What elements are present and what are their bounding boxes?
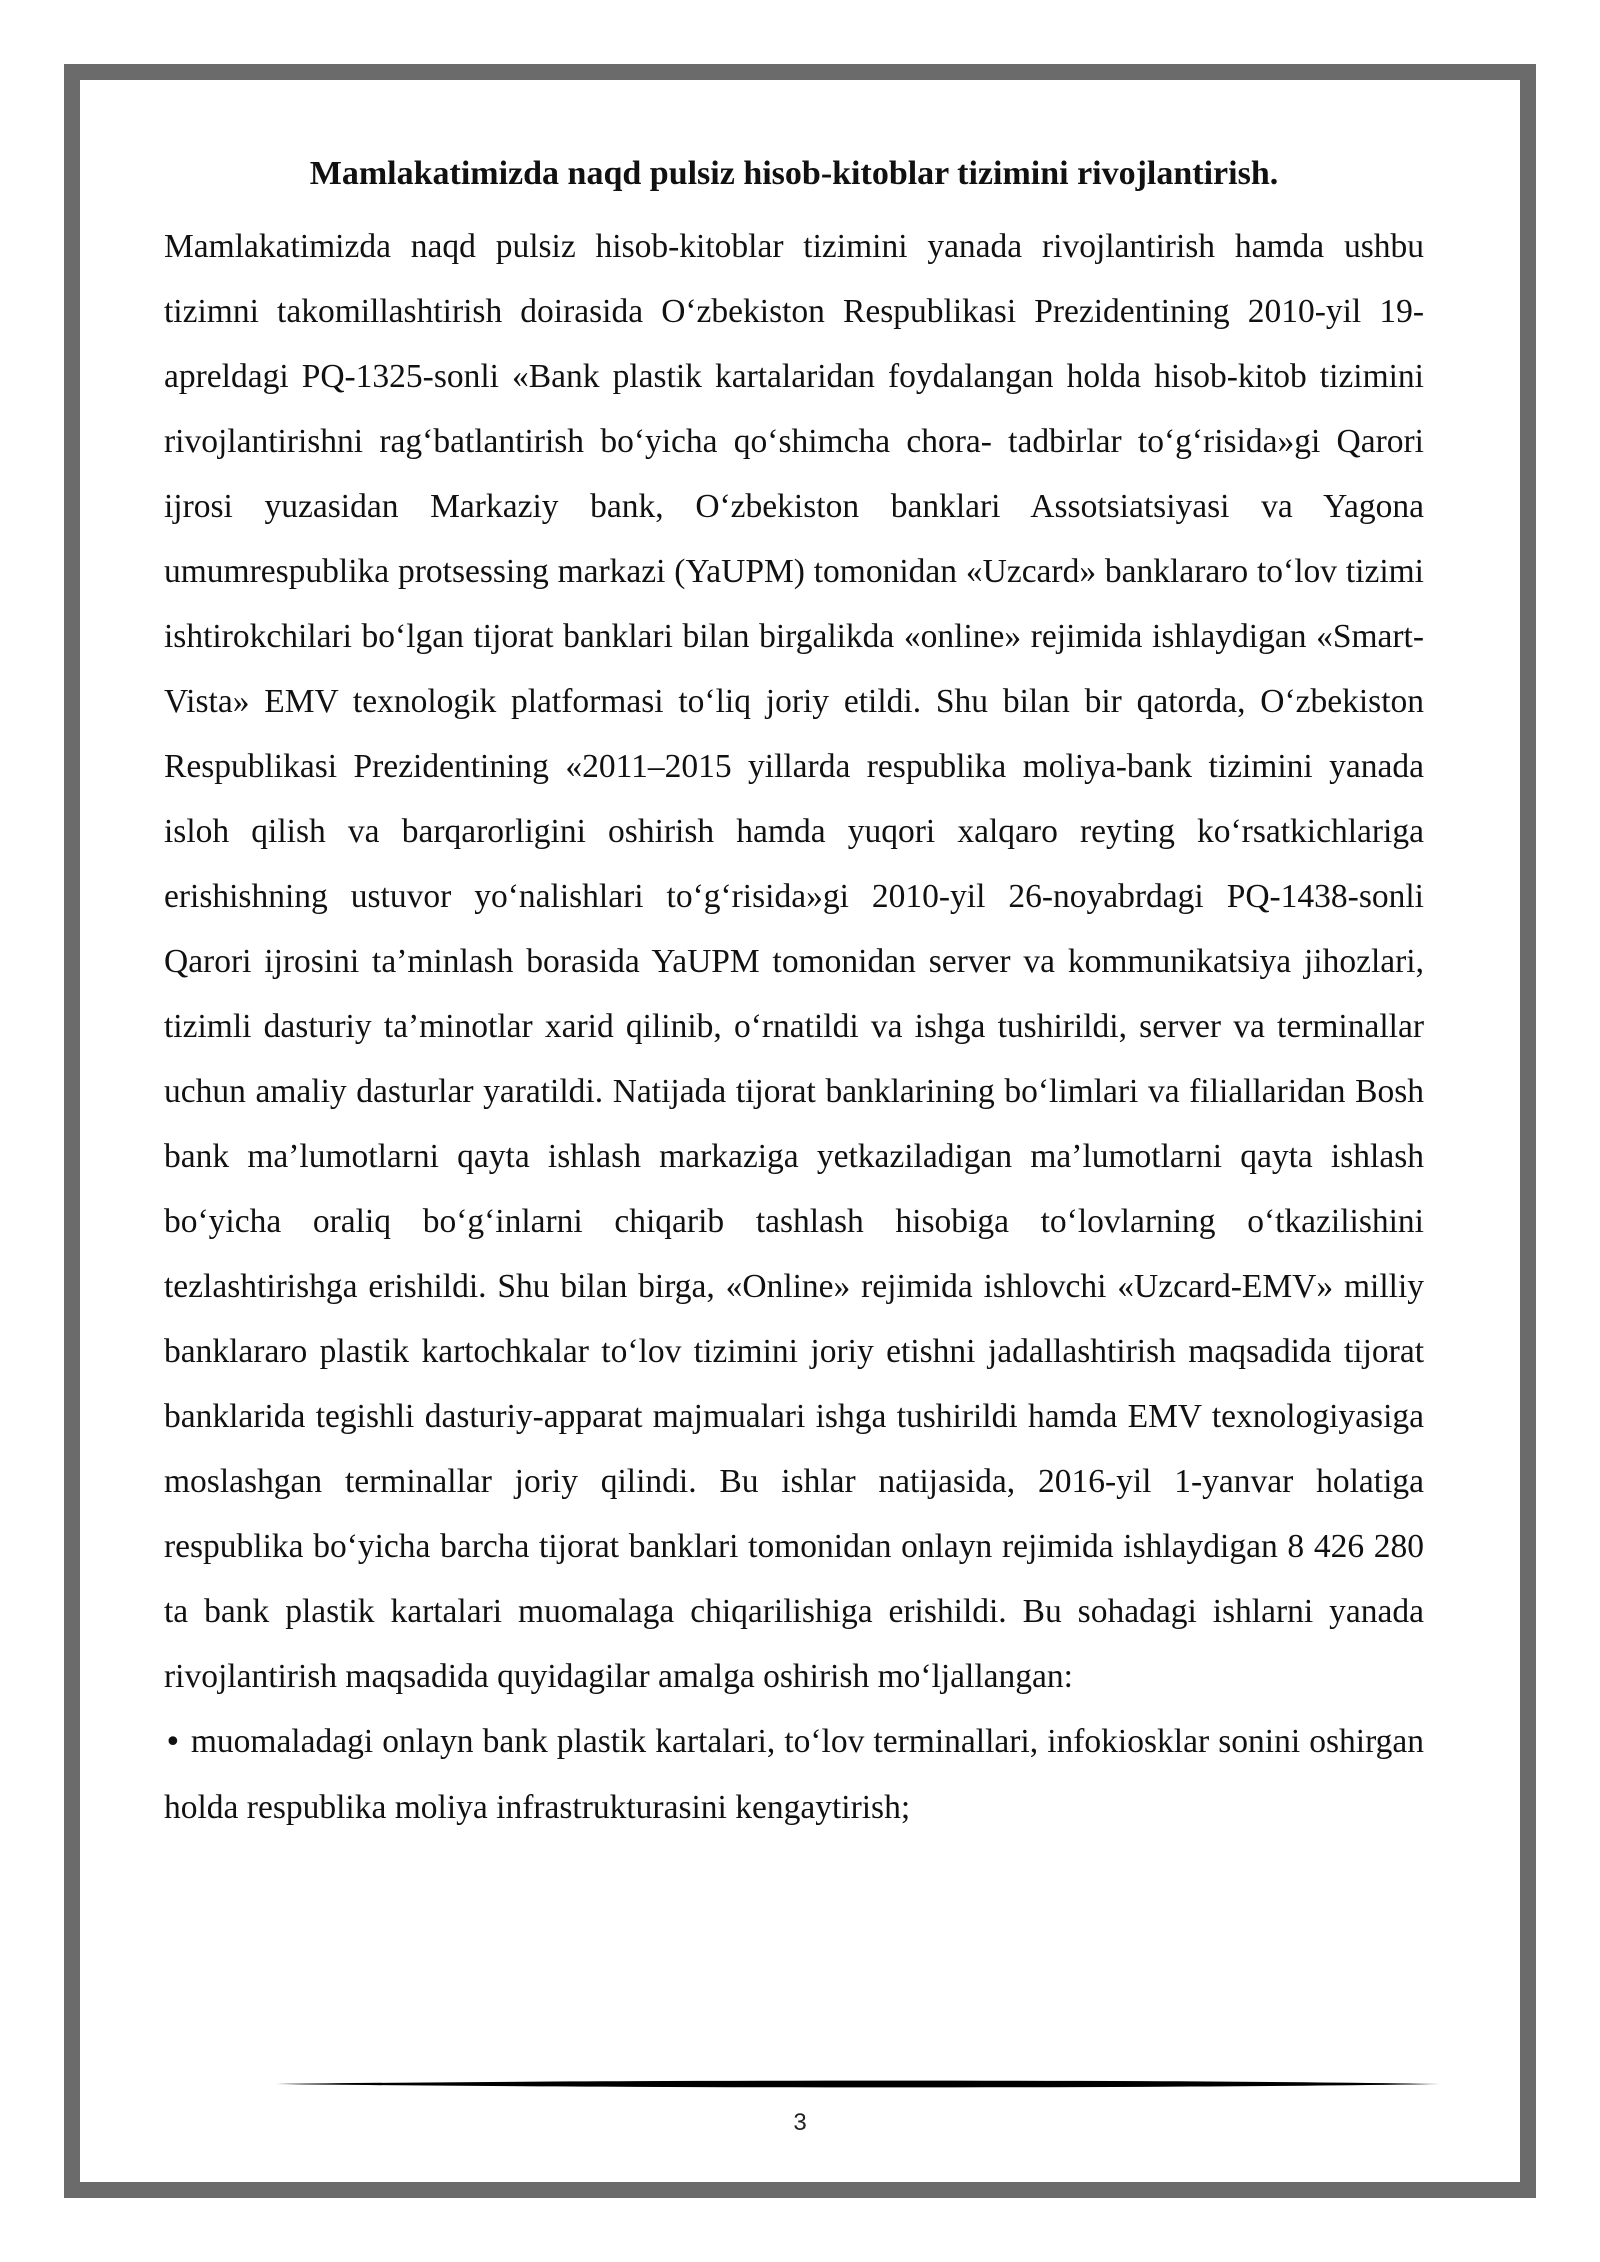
body-paragraph: Mamlakatimizda naqd pulsiz hisob-kitoblar tizimini yanada rivojlantirish hamda ushbu tizimni takomillashtirish doirasida O‘zbekiston Respublikasi Prezidentining 2010-yil 19- apreldagi PQ-1325-sonli «Bank plastik kartalaridan foydalangan holda hisob-kitob tizimini rivojlantirishni rag‘batlantirish bo‘yicha qo‘shimcha chora- tadbirlar to‘g‘risida»gi Qarori ijrosi yuzasidan Markaziy bank, O‘zbekiston banklari Assotsiatsiyasi va Yagona umumrespublika protsessing markazi (YaUPM) tomonidan «Uzcard» banklararo to‘lov tizimi ishtirokchilari bo‘lgan tijorat banklari bilan birgalikda «online» rejimida ishlaydigan «Smart-Vista» EMV texnologik platformasi to‘liq joriy etildi. Shu bilan bir qatorda, O‘zbekiston Respublikasi Prezidentining «2011–2015 yillarda respublika moliya-bank tizimini yanada isloh qilish va barqarorligini oshirish hamda yuqori xalqaro reyting ko‘rsatkichlariga erishishning ustuvor yo‘nalishlari to‘g‘risida»gi 2010-yil 26-noyabrdagi PQ-1438-sonli Qarori ijrosini ta’minlash borasida YaUPM tomonidan server va kommunikatsiya jihozlari, tizimli dasturiy ta’minotlar xarid qilinib, o‘rnatildi va ishga tushirildi, server va terminallar uchun amaliy dasturlar yaratildi. Natijada tijorat banklarining bo‘limlari va filiallaridan Bosh bank ma’lumotlarni qayta ishlash markaziga yetkaziladigan ma’lumotlarni qayta ishlash bo‘yicha oraliq bo‘g‘inlarni chiqarib tashlash hisobiga to‘lovlarning o‘tkazilishini tezlashtirishga erishildi. Shu bilan birga, «Online» rejimida ishlovchi «Uzcard-EMV» milliy banklararo plastik kartochkalar to‘lov tizimini joriy etishni jadallashtirish maqsadida tijorat banklarida tegishli dasturiy-apparat majmualari ishga tushirildi hamda EMV texnologiyasiga moslashgan terminallar joriy qilindi. Bu ishlar natijasida, 2016-yil 1-yanvar holatiga respublika bo‘yicha barcha tijorat banklari tomonidan onlayn rejimida ishlaydigan 8 426 280 ta bank plastik kartalari muomalaga chiqarilishiga erishildi. Bu sohadagi ishlarni yanada rivojlantirish maqsadida quyidagilar amalga oshirish mo‘ljallangan: <box>164 228 1424 1695</box>
bullet-item-text: muomaladagi onlayn bank plastik kartalari, to‘lov terminallari, infokiosklar sonini oshirgan holda respublika moliya infrastrukturasini kengaytirish; <box>164 1723 1425 1826</box>
document-title: Mamlakatimizda naqd pulsiz hisob-kitoblar tizimini rivojlantirish. <box>309 155 1279 192</box>
bullet-icon: • <box>164 1725 182 1760</box>
page-number: 3 <box>793 2109 807 2136</box>
bullet-item <box>164 1709 1424 1840</box>
footer-divider <box>276 2076 1440 2092</box>
page-content <box>164 150 1424 1840</box>
